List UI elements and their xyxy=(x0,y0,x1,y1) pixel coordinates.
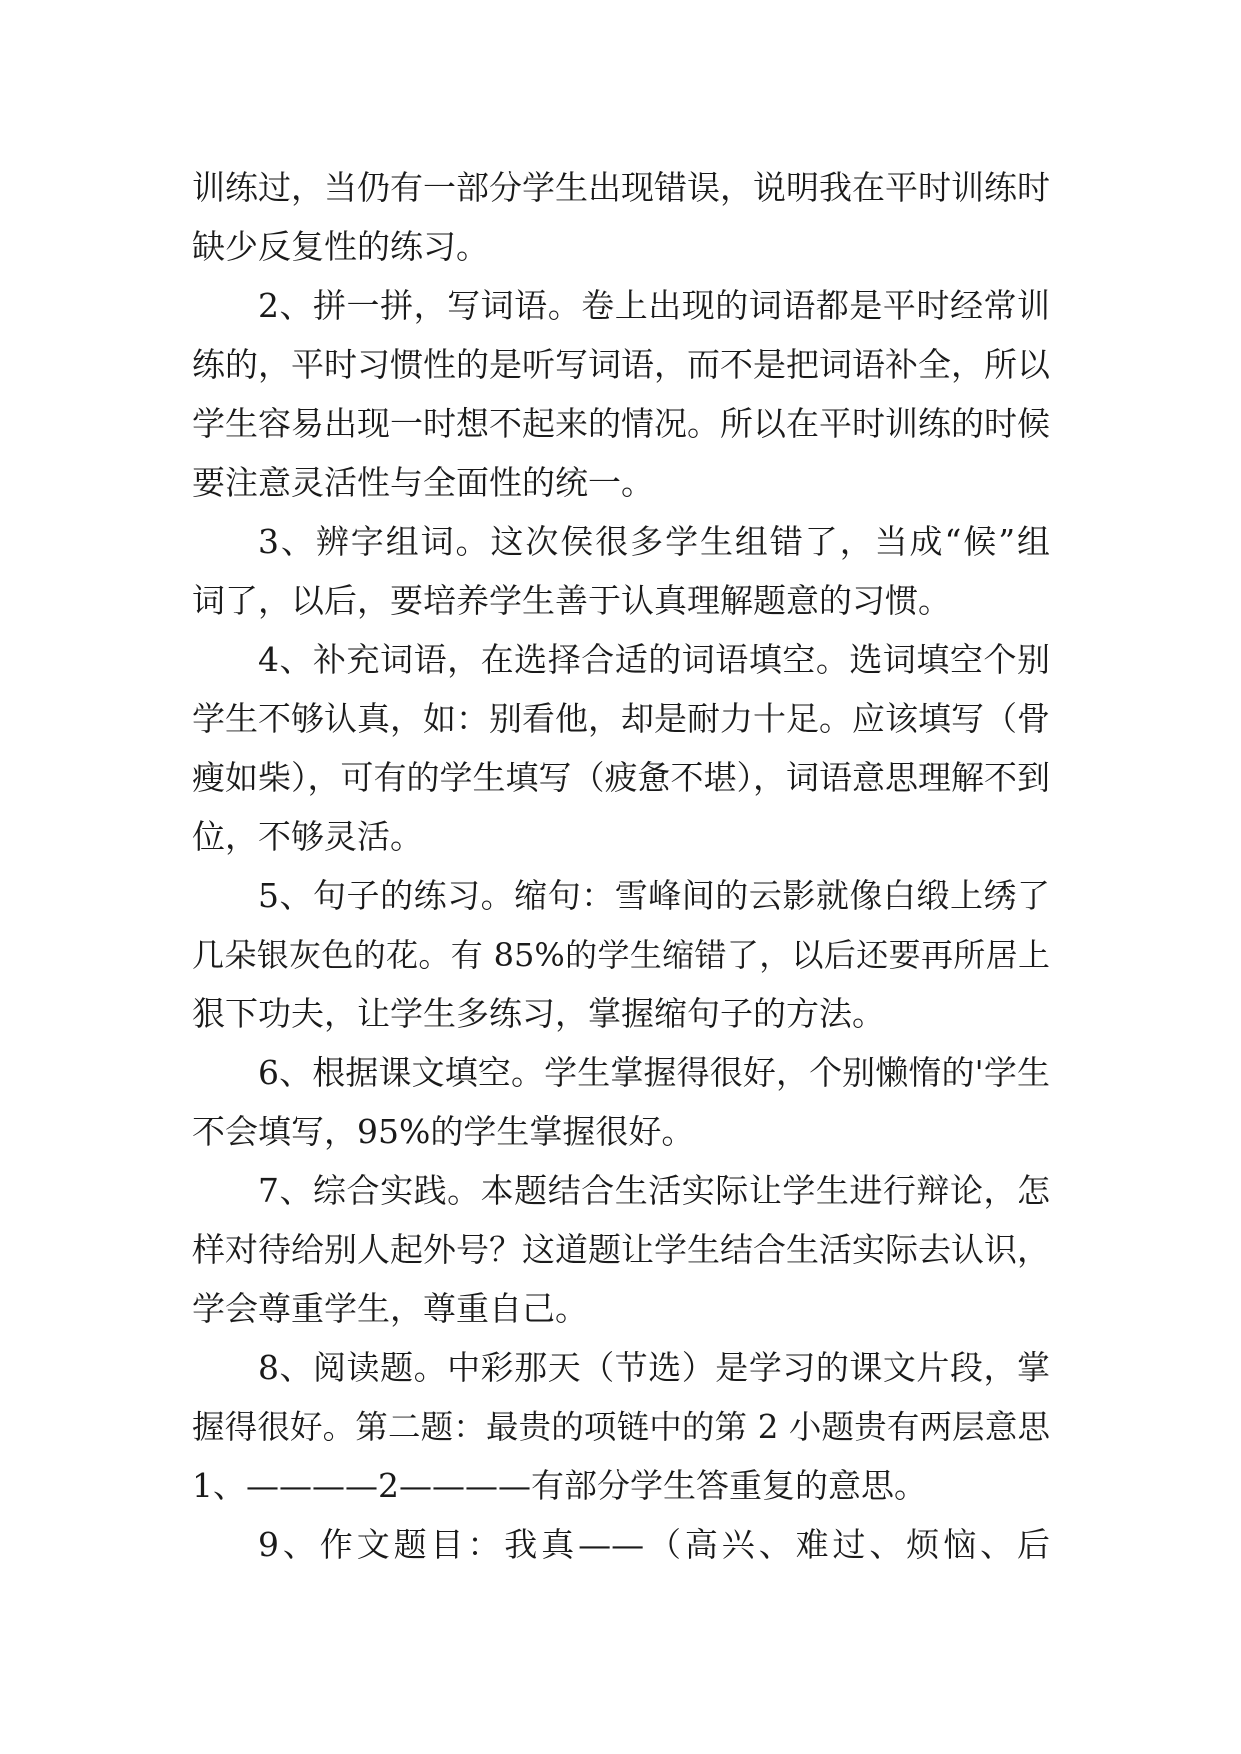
body-text-line: 样对待给别人起外号？这道题让学生结合生活实际去认识， xyxy=(192,1230,1050,1269)
body-text-line: 训练过，当仍有一部分学生出现错误，说明我在平时训练时 xyxy=(192,168,1050,207)
body-text-line: 位，不够灵活。 xyxy=(192,817,423,856)
body-text-line: 不会填写，95%的学生掌握很好。 xyxy=(192,1112,695,1151)
list-item-7-line: 7、综合实践。本题结合生活实际让学生进行辩论，怎 xyxy=(258,1171,1050,1210)
body-text-line: 要注意灵活性与全面性的统一。 xyxy=(192,463,654,502)
body-text-line: 1、————2————有部分学生答重复的意思。 xyxy=(192,1466,927,1505)
body-text-line: 词了，以后，要培养学生善于认真理解题意的习惯。 xyxy=(192,581,951,620)
list-item-2-line: 2、拼一拼，写词语。卷上出现的词语都是平时经常训 xyxy=(258,286,1050,325)
body-text-line: 瘦如柴），可有的学生填写（疲惫不堪），词语意思理解不到 xyxy=(192,758,1050,797)
body-text-line: 练的，平时习惯性的是听写词语，而不是把词语补全，所以 xyxy=(192,345,1050,384)
body-text-line: 握得很好。第二题：最贵的项链中的第 2 小题贵有两层意思 xyxy=(192,1408,1050,1446)
list-item-5-line: 5、句子的练习。缩句：雪峰间的云影就像白缎上绣了 xyxy=(258,876,1050,915)
body-text-line: 狠下功夫，让学生多练习，掌握缩句子的方法。 xyxy=(192,994,885,1033)
body-text-line: 学生不够认真，如：别看他，却是耐力十足。应该填写（骨 xyxy=(192,699,1050,738)
list-item-4-line: 4、补充词语，在选择合适的词语填空。选词填空个别 xyxy=(258,640,1050,679)
list-item-9-line: 9、作文题目：我真——（高兴、难过、烦恼、后 xyxy=(258,1525,1050,1564)
body-text-line: 几朵银灰色的花。有 85%的学生缩错了，以后还要再所居上 xyxy=(192,936,1050,974)
body-text-line: 学会尊重学生，尊重自己。 xyxy=(192,1289,588,1328)
body-text-line: 学生容易出现一时想不起来的情况。所以在平时训练的时候 xyxy=(192,404,1050,443)
list-item-3-line: 3、辨字组词。这次侯很多学生组错了，当成“候”组 xyxy=(258,522,1050,561)
list-item-6-line: 6、根据课文填空。学生掌握得很好，个别懒惰的'学生 xyxy=(258,1053,1050,1092)
body-text-line: 缺少反复性的练习。 xyxy=(192,227,489,266)
list-item-8-line: 8、阅读题。中彩那天（节选）是学习的课文片段，掌 xyxy=(258,1348,1050,1387)
